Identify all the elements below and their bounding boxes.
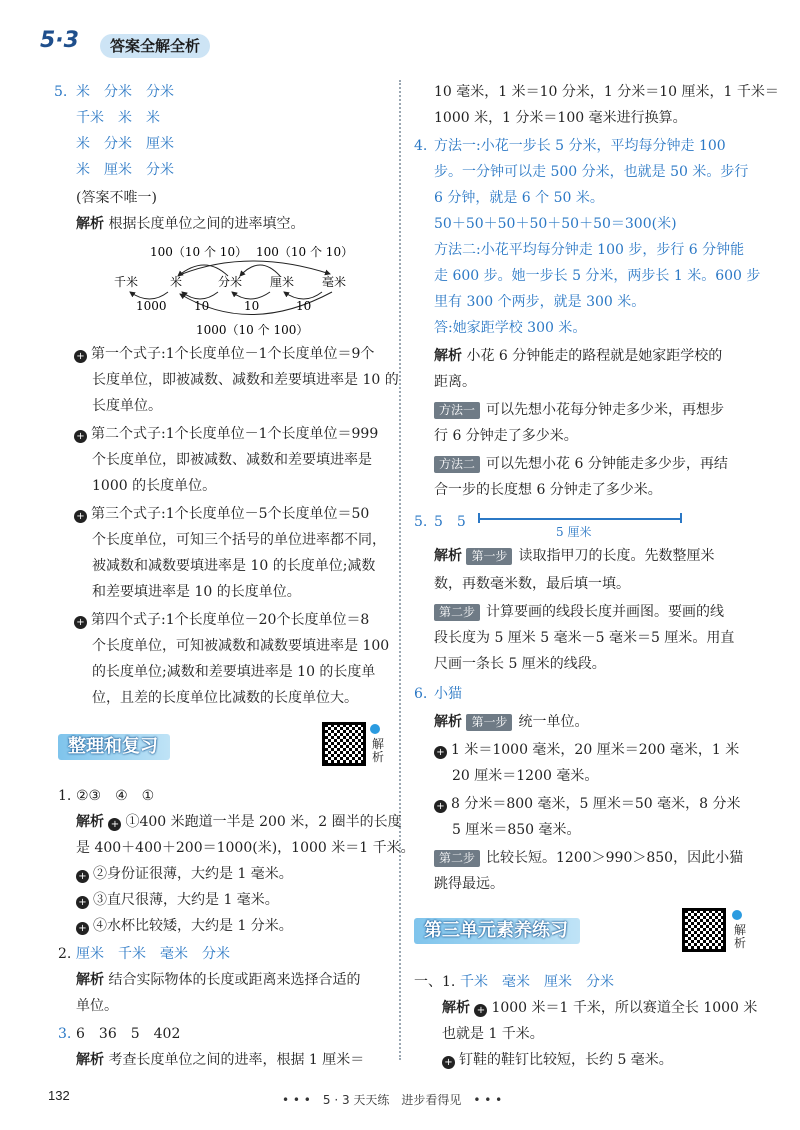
point-4-line-4: 位，且差的长度单位比减数的长度单位大。 [92, 690, 358, 706]
q5-row-4: 米 厘米 分米 [76, 162, 174, 178]
r-q4-m2-2: 合一步的长度想 6 分钟走了多少米。 [434, 482, 662, 498]
diagram-bottom-label: 1000（10 个 100） [196, 323, 309, 337]
analysis-text: 结合实际物体的长度或距离来选择合适的 [108, 972, 361, 988]
review-q1-line-4 [76, 890, 279, 910]
analysis-label: 解析 [76, 972, 104, 988]
plus-circle-icon: + [442, 1056, 455, 1069]
r-q6-s2 [434, 848, 743, 868]
q5-number: 5. [54, 84, 68, 100]
unit-rate-diagram [110, 240, 370, 340]
point-1-line-3: 长度单位。 [92, 398, 162, 414]
review-q2-analysis [76, 970, 360, 990]
point-2-text: 第二个式子:1个长度单位－1个长度单位＝999 [91, 426, 379, 442]
r-q6-b1-2: 20 厘米＝1200 毫米。 [452, 768, 599, 784]
segment-line [478, 518, 682, 520]
u3-line-2: 也就是 1 千米。 [442, 1026, 544, 1042]
review-q3-number: 3. [58, 1026, 72, 1042]
r-q4-analysis-2: 距离。 [434, 374, 476, 390]
bullet-text: 1 米＝1000 毫米，20 厘米＝200 毫米，1 米 [451, 742, 740, 758]
logo [40, 28, 96, 62]
analysis-text: 考查长度单位之间的进率，根据 1 厘米＝ [108, 1052, 365, 1068]
q5-row-2: 千米 米 米 [76, 110, 160, 126]
step-text: 比较长短。1200＞990＞850，因此小猫 [486, 850, 744, 866]
r-q5-analysis [434, 546, 714, 566]
u3-q1-answer: 千米 毫米 厘米 分米 [460, 974, 614, 990]
plus-circle-icon: + [76, 922, 89, 935]
logo-text: 5·3 [40, 28, 79, 53]
diagram-rate-4: 10 [296, 299, 312, 313]
review-q1-line-2: 是 400＋400＋200＝1000(米)，1000 米＝1 千米。 [76, 840, 415, 856]
review-q1-answer: ②③ ④ ① [76, 788, 155, 804]
cont-line-1: 10 毫米，1 米＝10 分米，1 分米＝10 厘米，1 千米＝ [434, 84, 779, 100]
review-q2-answer: 厘米 千米 毫米 分米 [76, 946, 230, 962]
review-section-title: 整理和复习 [58, 734, 170, 760]
analysis-text: ③直尺很薄，大约是 1 毫米。 [93, 892, 279, 908]
review-q1-line-3 [76, 864, 293, 884]
footer-slogan: • • • 5 · 3 天天练 进步看得见 • • • [282, 1093, 503, 1107]
r-q4-analysis [434, 346, 722, 366]
r-q5-s2-3: 尺画一条长 5 厘米的线段。 [434, 656, 606, 672]
qr-code-icon[interactable] [682, 908, 726, 952]
u3-analysis [442, 998, 757, 1018]
play-icon[interactable] [732, 910, 742, 920]
plus-circle-icon: + [76, 896, 89, 909]
point-3-line-1 [74, 504, 369, 524]
diagram-rate-3: 10 [244, 299, 260, 313]
point-3-line-2: 个长度单位，可知三个括号的单位进率都不同， [92, 532, 386, 548]
cont-line-2: 1000 米，1 分米＝100 毫米进行换算。 [434, 110, 687, 126]
analysis-text: ②身份证很薄，大约是 1 毫米。 [93, 866, 293, 882]
diagram-unit-mm: 毫米 [322, 275, 347, 289]
analysis-text: 钉鞋的鞋钉比较短，长约 5 毫米。 [459, 1052, 673, 1068]
diagram-unit-dm: 分米 [218, 275, 243, 289]
step-text: 统一单位。 [518, 714, 589, 730]
point-1-text: 第一个式子:1个长度单位－1个长度单位＝9个 [91, 346, 375, 362]
qr-label: 解析 [372, 737, 385, 764]
qr-code-icon[interactable] [322, 722, 366, 766]
point-3-line-3: 被减数和减数要填进率是 10 的长度单位;减数 [92, 558, 376, 574]
method-tag: 方法一 [434, 402, 480, 419]
r-q6-analysis [434, 712, 588, 732]
diagram-unit-m: 米 [170, 275, 183, 289]
page-number: 132 [48, 1088, 70, 1103]
step-text: 读取指甲刀的长度。先数整厘米 [518, 548, 715, 564]
analysis-label: 解析 [76, 216, 104, 232]
header-badge [100, 34, 210, 58]
r-q4-number: 4. [414, 138, 428, 154]
segment-label: 5 厘米 [556, 525, 592, 539]
review-q2-number: 2. [58, 946, 72, 962]
q5-note: (答案不唯一) [76, 190, 157, 206]
r-q6-s2-2: 跳得最远。 [434, 876, 504, 892]
point-4-line-2: 个长度单位，可知被减数和减数要填进率是 100 [92, 638, 390, 654]
r-q5-s1-2: 数，再数毫米数，最后填一填。 [434, 576, 630, 592]
analysis-text: 1000 米＝1 千米，所以赛道全长 1000 米 [491, 1000, 758, 1016]
diagram-top-label-2: 100（10 个 10） [256, 245, 354, 259]
r-q4-line-2: 步。一分钟可以走 500 分米，也就是 50 米。步行 [434, 164, 749, 180]
r-q5-number: 5. [414, 514, 428, 530]
analysis-label: 解析 [76, 814, 104, 830]
diagram-top-label-1: 100（10 个 10） [150, 245, 248, 259]
analysis-label: 解析 [434, 714, 462, 730]
r-q4-line-4: 50＋50＋50＋50＋50＋50＝300(米) [434, 216, 677, 232]
r-q4-line-3: 6 分钟，就是 6 个 50 米。 [434, 190, 604, 206]
segment-tick-left [478, 513, 480, 523]
unit3-section-title: 第三单元素养练习 [414, 918, 580, 944]
plus-circle-icon: + [74, 430, 87, 443]
diagram-rate-2: 10 [194, 299, 210, 313]
review-q3-analysis [76, 1050, 364, 1070]
play-icon[interactable] [370, 724, 380, 734]
plus-circle-icon: + [74, 350, 87, 363]
point-4-line-1 [74, 610, 369, 630]
segment-tick-right [680, 513, 682, 523]
analysis-text: 根据长度单位之间的进率填空。 [108, 216, 305, 232]
step-tag: 第二步 [434, 604, 480, 621]
analysis-text: 小花 6 分钟能走的路程就是她家距学校的 [466, 348, 723, 364]
review-q1-number: 1. [58, 788, 72, 804]
q5-analysis [76, 214, 304, 234]
r-q4-line-8: 答:她家距学校 300 米。 [434, 320, 587, 336]
r-q6-number: 6. [414, 686, 428, 702]
point-4-text: 第四个式子:1个长度单位－20个长度单位＝8 [91, 612, 370, 628]
plus-circle-icon: + [74, 510, 87, 523]
analysis-text: ④水杯比较矮，大约是 1 分米。 [93, 918, 293, 934]
point-1-line-2: 长度单位，即被减数、减数和差要填进率是 10 的 [92, 372, 399, 388]
r-q6-b1 [434, 740, 739, 760]
method-text: 可以先想小花每分钟走多少米，再想步 [486, 402, 725, 418]
point-2-line-1 [74, 424, 378, 444]
plus-circle-icon: + [76, 870, 89, 883]
step-tag: 第二步 [434, 850, 480, 867]
r-q4-line-1: 方法一:小花一步长 5 分米，平均每分钟走 100 [434, 138, 726, 154]
plus-circle-icon: + [74, 616, 87, 629]
r-q4-m1 [434, 400, 724, 420]
step-tag: 第一步 [466, 548, 512, 565]
r-q6-b2 [434, 794, 741, 814]
review-q2-line-2: 单位。 [76, 998, 118, 1014]
step-tag: 第一步 [466, 714, 512, 731]
r-q4-m2 [434, 454, 728, 474]
diagram-unit-km: 千米 [114, 275, 139, 289]
point-2-line-2: 个长度单位，即被减数、减数和差要填进率是 [92, 452, 372, 468]
plus-circle-icon: + [108, 818, 121, 831]
plus-circle-icon: + [474, 1004, 487, 1017]
r-q5-s2 [434, 602, 724, 622]
qr-label: 解析 [734, 923, 747, 950]
point-3-line-4: 和差要填进率是 10 的长度单位。 [92, 584, 301, 600]
r-q6-answer: 小猫 [434, 686, 462, 702]
review-q1-line-5 [76, 916, 293, 936]
analysis-label: 解析 [442, 1000, 470, 1016]
analysis-text: ①400 米跑道一半是 200 米，2 圈半的长度 [125, 814, 402, 830]
r-q4-line-7: 里有 300 个两步，就是 300 米。 [434, 294, 646, 310]
r-q4-m1-2: 行 6 分钟走了多少米。 [434, 428, 578, 444]
u3-q1-number: 一、1. [414, 974, 456, 990]
q5-row-1: 米 分米 分米 [76, 84, 174, 100]
step-text: 计算要画的线段长度并画图。要画的线 [486, 604, 725, 620]
column-divider [399, 80, 401, 1060]
header-badge-text: 答案全解全析 [110, 37, 201, 55]
analysis-label: 解析 [76, 1052, 104, 1068]
r-q5-answer: 5 5 [434, 514, 466, 530]
bullet-text: 8 分米＝800 毫米，5 厘米＝50 毫米，8 分米 [451, 796, 741, 812]
r-q5-s2-2: 段长度为 5 厘米 5 毫米－5 毫米＝5 厘米。用直 [434, 630, 735, 646]
analysis-label: 解析 [434, 548, 462, 564]
method-tag: 方法二 [434, 456, 480, 473]
point-4-line-3: 的长度单位;减数和差要填进率是 10 的长度单 [92, 664, 376, 680]
r-q4-line-6: 走 600 步。她一步长 5 分米，两步长 1 米。600 步 [434, 268, 761, 284]
review-q1-analysis [76, 812, 402, 832]
diagram-unit-cm: 厘米 [270, 275, 295, 289]
r-q6-b2-2: 5 厘米＝850 毫米。 [452, 822, 581, 838]
r-q4-line-5: 方法二:小花平均每分钟走 100 步，步行 6 分钟能 [434, 242, 745, 258]
plus-circle-icon: + [434, 800, 447, 813]
plus-circle-icon: + [434, 746, 447, 759]
review-q3-answer: 6 36 5 402 [76, 1026, 181, 1042]
point-2-line-3: 1000 的长度单位。 [92, 478, 217, 494]
point-1-line-1 [74, 344, 374, 364]
analysis-label: 解析 [434, 348, 462, 364]
u3-line-3 [442, 1050, 673, 1070]
point-3-text: 第三个式子:1个长度单位－5个长度单位＝50 [91, 506, 370, 522]
q5-row-3: 米 分米 厘米 [76, 136, 174, 152]
method-text: 可以先想小花 6 分钟能走多少步，再结 [486, 456, 728, 472]
diagram-rate-1: 1000 [136, 299, 167, 313]
